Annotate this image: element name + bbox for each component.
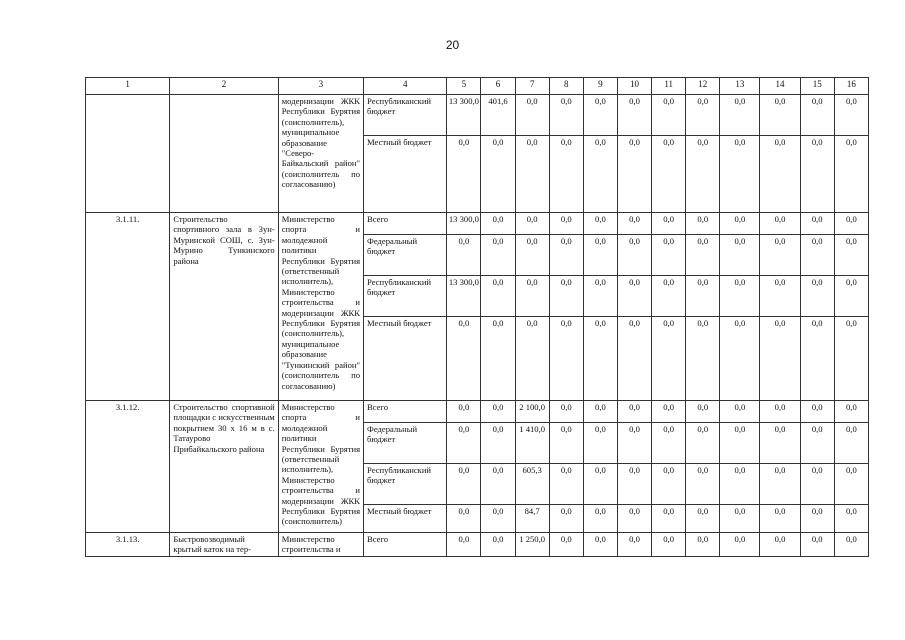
amount-cell: 0,0 [583,423,617,464]
header-cell: 4 [364,78,447,95]
budget-table [85,77,869,557]
amount-cell: 0,0 [447,505,481,533]
amount-cell: 0,0 [583,401,617,423]
item-executor: Министерство спорта и молодежной политики Республики Бурятия (ответственный исполнитель), Министерство строительства и модернизации ЖКК Республики Бурятия (соисполнитель), муниципальное образование "Тункинский район" (соисполнитель по согласованию) [278,213,363,401]
amount-cell: 0,0 [720,235,760,276]
amount-cell: 0,0 [583,95,617,136]
amount-cell: 0,0 [800,464,834,505]
item-code: 3.1.11. [86,213,170,401]
amount-cell: 13 300,0 [447,276,481,317]
amount-cell: 605,3 [515,464,549,505]
amount-cell: 0,0 [617,317,651,401]
amount-cell: 0,0 [800,213,834,235]
amount-cell: 0,0 [800,136,834,213]
amount-cell: 0,0 [760,464,800,505]
funding-source: Федеральный бюджет [364,423,447,464]
amount-cell: 0,0 [481,533,515,557]
amount-cell: 0,0 [760,317,800,401]
amount-cell: 0,0 [481,423,515,464]
header-cell: 9 [583,78,617,95]
funding-source: Всего [364,213,447,235]
amount-cell: 13 300,0 [447,213,481,235]
amount-cell: 0,0 [447,464,481,505]
amount-cell: 0,0 [720,317,760,401]
amount-cell: 0,0 [834,401,868,423]
amount-cell: 0,0 [834,213,868,235]
amount-cell: 1 250,0 [515,533,549,557]
amount-cell: 0,0 [617,213,651,235]
amount-cell: 0,0 [481,464,515,505]
amount-cell: 0,0 [834,505,868,533]
amount-cell: 0,0 [760,505,800,533]
amount-cell: 0,0 [481,505,515,533]
amount-cell: 0,0 [800,276,834,317]
table-row [86,213,869,235]
amount-cell: 0,0 [652,213,686,235]
header-row [86,78,869,95]
amount-cell: 0,0 [652,464,686,505]
amount-cell: 0,0 [515,95,549,136]
amount-cell: 0,0 [800,235,834,276]
funding-source: Всего [364,533,447,557]
amount-cell: 0,0 [481,317,515,401]
amount-cell: 0,0 [800,423,834,464]
amount-cell: 0,0 [834,235,868,276]
amount-cell: 0,0 [834,136,868,213]
amount-cell: 0,0 [447,401,481,423]
amount-cell: 0,0 [652,401,686,423]
header-cell: 8 [549,78,583,95]
amount-cell: 0,0 [617,464,651,505]
amount-cell: 0,0 [652,136,686,213]
amount-cell: 0,0 [617,505,651,533]
amount-cell: 0,0 [549,235,583,276]
item-name [170,95,278,213]
table-row [86,95,869,136]
header-cell: 7 [515,78,549,95]
amount-cell: 0,0 [583,235,617,276]
item-code: 3.1.12. [86,401,170,533]
item-name: Строительство спортивного зала в Зун-Муринской СОШ, с. Зун-Мурино Тункинского района [170,213,278,401]
amount-cell: 0,0 [686,401,720,423]
amount-cell: 0,0 [481,401,515,423]
amount-cell: 0,0 [720,401,760,423]
amount-cell: 0,0 [834,317,868,401]
amount-cell: 0,0 [549,533,583,557]
amount-cell: 0,0 [760,276,800,317]
amount-cell: 0,0 [686,235,720,276]
amount-cell: 0,0 [720,136,760,213]
amount-cell: 0,0 [515,276,549,317]
header-cell: 14 [760,78,800,95]
amount-cell: 0,0 [720,95,760,136]
amount-cell: 0,0 [549,401,583,423]
funding-source: Всего [364,401,447,423]
amount-cell: 0,0 [549,464,583,505]
header-cell: 13 [720,78,760,95]
funding-source: Федеральный бюджет [364,235,447,276]
amount-cell: 0,0 [834,533,868,557]
item-name: Строительство спортивной площадки с искусственным покрытием 30 х 16 м в с. Татаурово Прибайкальского района [170,401,278,533]
amount-cell: 0,0 [549,317,583,401]
amount-cell: 0,0 [652,235,686,276]
amount-cell: 0,0 [515,235,549,276]
amount-cell: 0,0 [760,95,800,136]
item-executor: модернизации ЖКК Республики Бурятия (соисполнитель), муниципальное образование "Северо-Байкальский район" (соисполнитель по согласованию) [278,95,363,213]
amount-cell: 0,0 [617,136,651,213]
header-cell: 3 [278,78,363,95]
header-cell: 11 [652,78,686,95]
header-cell: 16 [834,78,868,95]
header-cell: 10 [617,78,651,95]
amount-cell: 0,0 [447,235,481,276]
amount-cell: 0,0 [686,95,720,136]
amount-cell: 0,0 [686,276,720,317]
amount-cell: 0,0 [447,317,481,401]
amount-cell: 0,0 [617,95,651,136]
amount-cell: 0,0 [515,213,549,235]
amount-cell: 0,0 [800,95,834,136]
item-code [86,95,170,213]
amount-cell: 0,0 [617,533,651,557]
amount-cell: 0,0 [549,276,583,317]
amount-cell: 0,0 [686,423,720,464]
page-number: 20 [445,38,460,52]
amount-cell: 0,0 [583,276,617,317]
item-name: Быстровозводимый крытый каток на тер- [170,533,278,557]
amount-cell: 0,0 [720,423,760,464]
amount-cell: 0,0 [583,464,617,505]
amount-cell: 0,0 [686,464,720,505]
amount-cell: 0,0 [583,317,617,401]
amount-cell: 0,0 [447,423,481,464]
amount-cell: 0,0 [652,276,686,317]
amount-cell: 0,0 [760,401,800,423]
amount-cell: 0,0 [549,136,583,213]
item-executor: Министерство строительства и [278,533,363,557]
amount-cell: 0,0 [583,533,617,557]
amount-cell: 0,0 [720,533,760,557]
amount-cell: 0,0 [834,276,868,317]
header-cell: 6 [481,78,515,95]
amount-cell: 0,0 [583,136,617,213]
amount-cell: 0,0 [834,464,868,505]
amount-cell: 0,0 [686,317,720,401]
amount-cell: 0,0 [652,423,686,464]
amount-cell: 0,0 [686,213,720,235]
amount-cell: 0,0 [834,423,868,464]
header-cell: 15 [800,78,834,95]
amount-cell: 0,0 [481,136,515,213]
amount-cell: 0,0 [760,533,800,557]
amount-cell: 401,6 [481,95,515,136]
amount-cell: 0,0 [549,213,583,235]
amount-cell: 0,0 [515,317,549,401]
amount-cell: 0,0 [834,95,868,136]
amount-cell: 0,0 [720,505,760,533]
amount-cell: 0,0 [481,213,515,235]
funding-source: Местный бюджет [364,317,447,401]
header-cell: 2 [170,78,278,95]
amount-cell: 0,0 [549,505,583,533]
amount-cell: 0,0 [583,505,617,533]
amount-cell: 1 410,0 [515,423,549,464]
amount-cell: 0,0 [760,136,800,213]
amount-cell: 0,0 [760,423,800,464]
amount-cell: 2 100,0 [515,401,549,423]
amount-cell: 0,0 [652,317,686,401]
header-cell: 1 [86,78,170,95]
amount-cell: 0,0 [652,95,686,136]
amount-cell: 0,0 [800,533,834,557]
amount-cell: 0,0 [800,401,834,423]
item-code: 3.1.13. [86,533,170,557]
amount-cell: 0,0 [760,235,800,276]
amount-cell: 0,0 [617,235,651,276]
table-row [86,401,869,423]
header-cell: 5 [447,78,481,95]
amount-cell: 0,0 [549,95,583,136]
amount-cell: 0,0 [686,533,720,557]
amount-cell: 0,0 [481,235,515,276]
amount-cell: 0,0 [652,533,686,557]
amount-cell: 0,0 [652,505,686,533]
amount-cell: 0,0 [720,213,760,235]
amount-cell: 0,0 [617,401,651,423]
amount-cell: 0,0 [515,136,549,213]
funding-source: Республиканский бюджет [364,464,447,505]
amount-cell: 0,0 [686,505,720,533]
amount-cell: 0,0 [447,533,481,557]
funding-source: Местный бюджет [364,136,447,213]
amount-cell: 0,0 [760,213,800,235]
amount-cell: 13 300,0 [447,95,481,136]
table-row [86,533,869,557]
amount-cell: 0,0 [549,423,583,464]
amount-cell: 0,0 [720,464,760,505]
amount-cell: 0,0 [583,213,617,235]
item-executor: Министерство спорта и молодежной политики Республики Бурятия (ответственный исполнитель), Министерство строительства и модернизации ЖКК Республики Бурятия (соисполнитель) [278,401,363,533]
amount-cell: 0,0 [686,136,720,213]
funding-source: Республиканский бюджет [364,95,447,136]
amount-cell: 0,0 [800,505,834,533]
amount-cell: 0,0 [617,423,651,464]
funding-source: Республиканский бюджет [364,276,447,317]
amount-cell: 0,0 [447,136,481,213]
amount-cell: 84,7 [515,505,549,533]
header-cell: 12 [686,78,720,95]
amount-cell: 0,0 [481,276,515,317]
amount-cell: 0,0 [720,276,760,317]
funding-source: Местный бюджет [364,505,447,533]
amount-cell: 0,0 [800,317,834,401]
amount-cell: 0,0 [617,276,651,317]
